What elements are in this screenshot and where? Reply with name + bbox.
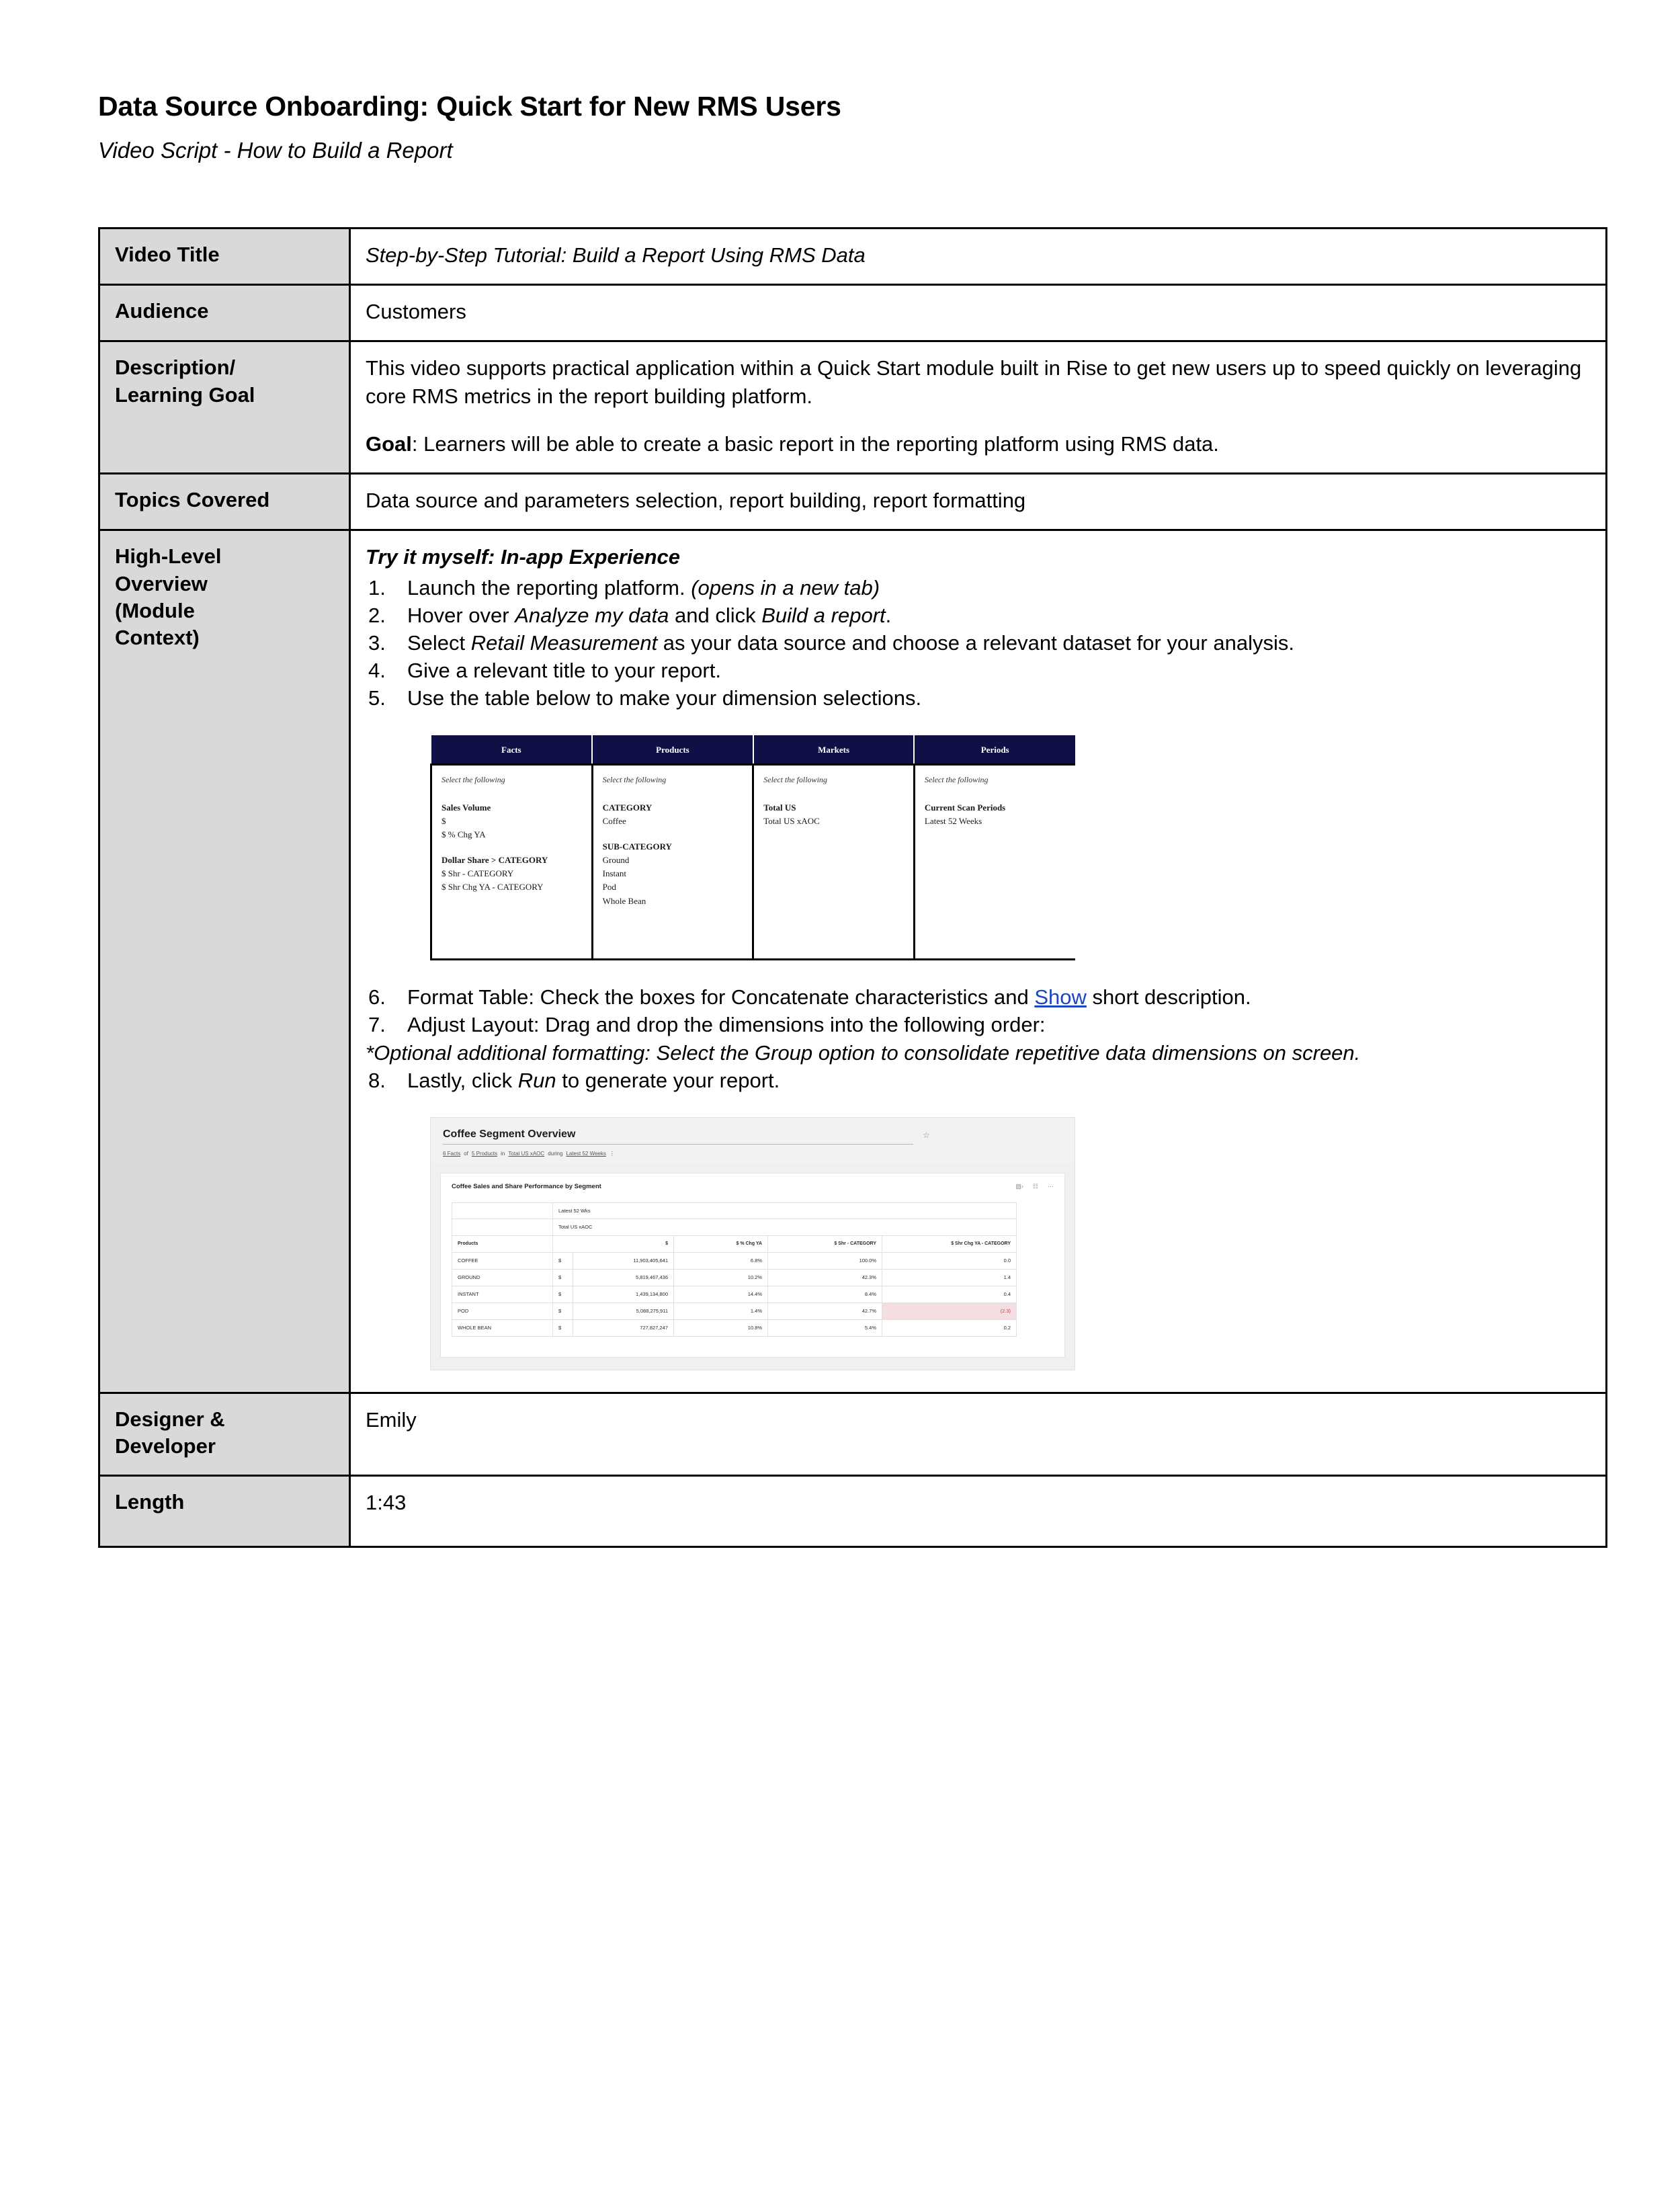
cell-share-chg: 0.2 [882, 1319, 1017, 1336]
step-text-mid: and click [669, 603, 762, 627]
cell-currency: $ [553, 1252, 573, 1269]
breadcrumb-facts[interactable]: 6 Facts [443, 1151, 461, 1157]
report-corner-cell [452, 1219, 553, 1236]
row-label-description [99, 341, 350, 474]
steps-list-part3 [366, 1067, 1591, 1094]
dimension-group [925, 801, 1066, 828]
dimension-item: Pod [602, 882, 616, 893]
dimension-group-head: Sales Volume [442, 802, 491, 813]
dimension-selection-table [430, 735, 1075, 961]
page-title: Data Source Onboarding: Quick Start for New RMS Users [98, 91, 841, 122]
report-title[interactable]: Coffee Segment Overview [443, 1127, 913, 1145]
row-value-topics: Data source and parameters selection, report building, report formatting [350, 474, 1607, 530]
dimension-item: Total US xAOC [763, 815, 820, 826]
page-subtitle: Video Script - How to Build a Report [98, 138, 453, 163]
table-row-overview [99, 530, 1607, 1393]
dimension-group [763, 801, 904, 828]
cell-product: INSTANT [452, 1286, 553, 1303]
cell-dollars: 727,827,247 [573, 1319, 674, 1336]
row-label-overview-line2: Overview [115, 571, 208, 595]
step-emphasis-2: Build a report [761, 603, 886, 627]
dimension-header-markets: Markets [753, 735, 915, 765]
row-label-topics: Topics Covered [99, 474, 350, 530]
cell-dollars: 5,819,467,436 [573, 1269, 674, 1286]
step-number: 6. [368, 985, 386, 1009]
row-value-video-title [350, 229, 1607, 285]
report-title-row [443, 1127, 1062, 1145]
breadcrumb-sep-of: of [464, 1151, 468, 1157]
row-label-designer-line2: Developer [115, 1434, 216, 1458]
table-row [452, 1269, 1017, 1286]
table-row [452, 1319, 1017, 1336]
row-value-designer: Emily [350, 1393, 1607, 1476]
breadcrumb-sep-in: in [501, 1151, 505, 1157]
cell-chg: 1.4% [674, 1303, 768, 1319]
table-row-audience [99, 285, 1607, 341]
dimension-item: Latest 52 Weeks [924, 815, 982, 826]
report-corner-cell [452, 1202, 553, 1219]
steps-list-part1 [366, 574, 1591, 712]
dimension-cell-periods [914, 765, 1075, 960]
cell-share-chg: 0.0 [882, 1252, 1017, 1269]
column-header-products: Products [452, 1236, 553, 1252]
step-text-end: . [885, 603, 892, 627]
grid-icon[interactable]: ☷ [1032, 1182, 1038, 1190]
column-header-chg: $ % Chg YA [674, 1236, 768, 1252]
breadcrumb-sep-during: during [548, 1151, 563, 1157]
column-header-share: $ Shr - CATEGORY [768, 1236, 882, 1252]
row-label-description-line2: Learning Goal [115, 382, 255, 407]
column-header-share-chg: $ Shr Chg YA - CATEGORY [882, 1236, 1017, 1252]
label-bottom-filler [115, 1516, 334, 1530]
dimension-group-head: CATEGORY [602, 802, 653, 813]
report-card-title: Coffee Sales and Share Performance by Segment [452, 1182, 601, 1190]
step-text: Adjust Layout: Drag and drop the dimensions into the following order: [407, 1013, 1046, 1037]
report-data-table [452, 1202, 1017, 1337]
cell-currency: $ [553, 1303, 573, 1319]
step-number: 1. [368, 575, 386, 600]
cell-dollars: 1,439,134,800 [573, 1286, 674, 1303]
dimension-group [442, 854, 582, 894]
report-market-header: Total US xAOC [553, 1219, 1017, 1236]
step-number: 7. [368, 1013, 386, 1037]
step-number: 8. [368, 1068, 386, 1092]
cell-share: 100.0% [768, 1252, 882, 1269]
step-emphasis: Run [517, 1068, 556, 1092]
cell-share-chg: 0.4 [882, 1286, 1017, 1303]
dimension-select-note: Select the following [924, 775, 989, 785]
cell-share: 8.4% [768, 1286, 882, 1303]
steps-heading: Try it myself: In-app Experience [366, 545, 681, 569]
dimension-item: Whole Bean [602, 895, 646, 906]
cell-currency: $ [553, 1286, 573, 1303]
cell-dollars: 5,088,275,911 [573, 1303, 674, 1319]
row-label-length-text: Length [115, 1490, 185, 1514]
cell-share: 42.3% [768, 1269, 882, 1286]
cell-product: COFFEE [452, 1252, 553, 1269]
step-text-end: to generate your report. [556, 1068, 780, 1092]
step-emphasis: Retail Measurement [470, 630, 658, 655]
cell-product: GROUND [452, 1269, 553, 1286]
table-row-length [99, 1476, 1607, 1547]
row-label-designer-line1: Designer & [115, 1407, 225, 1431]
list-item [366, 602, 1591, 629]
steps-list-part2 [366, 983, 1591, 1038]
report-card [440, 1173, 1065, 1358]
star-icon[interactable]: ☆ [923, 1130, 930, 1141]
step-number: 5. [368, 686, 386, 710]
video-script-table [98, 227, 1607, 1548]
table-row [452, 1252, 1017, 1269]
row-label-overview-line1: High-Level [115, 544, 222, 569]
step-number: 3. [368, 630, 386, 655]
step-emphasis: (opens in a new tab) [691, 575, 880, 600]
step-text: Lastly, click [407, 1068, 518, 1092]
table-row-video-title [99, 229, 1607, 285]
step-text: Format Table: Check the boxes for Concatenate characteristics and [407, 985, 1035, 1009]
column-header-dollars: $ [553, 1236, 674, 1252]
step-emphasis: Analyze my data [515, 603, 669, 627]
cell-share-chg-negative: (2.3) [882, 1303, 1017, 1319]
cell-product: POD [452, 1303, 553, 1319]
dimension-select-note: Select the following [602, 775, 667, 785]
step-text: Launch the reporting platform. [407, 575, 691, 600]
cell-share-chg: 1.4 [882, 1269, 1017, 1286]
dimension-item: Instant [602, 868, 627, 879]
step-number: 2. [368, 603, 386, 627]
dimension-group-head: Dollar Share > CATEGORY [442, 855, 548, 866]
step-text: Give a relevant title to your report. [407, 659, 721, 683]
dimension-cell-markets [753, 765, 915, 960]
step-text: Hover over [407, 603, 515, 627]
description-goal [366, 430, 1591, 458]
dimension-header-row [431, 735, 1076, 765]
value-bottom-filler [366, 1516, 1591, 1531]
report-card-toolbar [1015, 1183, 1054, 1191]
row-label-designer [99, 1393, 350, 1476]
list-item [366, 983, 1591, 1011]
list-item [366, 657, 1591, 684]
report-market-row [452, 1219, 1017, 1236]
cell-currency: $ [553, 1269, 573, 1286]
row-label-overview [99, 530, 350, 1393]
dimension-item: $ % Chg YA [442, 829, 486, 839]
length-value-text: 1:43 [366, 1491, 407, 1515]
more-icon[interactable]: ⋯ [1048, 1182, 1054, 1190]
row-label-description-line1: Description/ [115, 356, 236, 380]
row-label-length [99, 1476, 350, 1547]
breadcrumb-products[interactable]: 5 Products [471, 1151, 498, 1157]
cell-share: 5.4% [768, 1319, 882, 1336]
list-item [366, 1011, 1591, 1038]
row-label-video-title: Video Title [99, 229, 350, 285]
table-row-topics [99, 474, 1607, 530]
dimension-cell-products [592, 765, 753, 960]
dimension-group [603, 840, 743, 908]
list-item [366, 684, 1591, 712]
dimension-group [442, 801, 582, 841]
step-text-end: as your data source and choose a relevant dataset for your analysis. [657, 630, 1294, 655]
dimension-item: $ [442, 815, 446, 826]
row-value-description [350, 341, 1607, 474]
optional-formatting-note: *Optional additional formatting: Select the Group option to consolidate repetitive data dimensions on screen. [366, 1040, 1361, 1065]
dimension-group-head: SUB-CATEGORY [602, 841, 672, 852]
breadcrumb [443, 1151, 1062, 1158]
row-label-overview-line4: Context) [115, 626, 200, 650]
report-period-row [452, 1202, 1017, 1219]
step-text: Use the table below to make your dimension selections. [407, 686, 922, 710]
cell-chg: 10.8% [674, 1319, 768, 1336]
dimension-selection-table-wrapper [430, 735, 1591, 961]
goal-text: : Learners will be able to create a basic report in the reporting platform using RMS data. [411, 431, 1219, 456]
table-row [452, 1286, 1017, 1303]
report-header-bar [431, 1118, 1075, 1165]
cell-dollars: 11,903,405,641 [573, 1252, 674, 1269]
cell-chg: 10.2% [674, 1269, 768, 1286]
dimension-header-periods: Periods [914, 735, 1075, 765]
list-item [366, 1067, 1591, 1094]
chevron-down-icon[interactable]: ⋮ [609, 1151, 615, 1157]
cell-chg: 14.4% [674, 1286, 768, 1303]
dimension-select-note: Select the following [442, 775, 505, 785]
dimension-header-facts: Facts [431, 735, 593, 765]
breadcrumb-period[interactable]: Latest 52 Weeks [566, 1151, 606, 1157]
breadcrumb-market[interactable]: Total US xAOC [508, 1151, 545, 1157]
table-row-description [99, 341, 1607, 474]
cell-product: WHOLE BEAN [452, 1319, 553, 1336]
goal-label: Goal [366, 431, 412, 456]
report-column-header-row [452, 1236, 1017, 1252]
list-item [366, 629, 1591, 657]
video-title-text: Step-by-Step Tutorial: Build a Report Using RMS Data [366, 243, 866, 267]
description-paragraph: This video supports practical application within a Quick Start module built in Rise to get new users up to speed quickly on leveraging core RMS metrics in the report building platform. [366, 356, 1582, 408]
report-screenshot [430, 1117, 1075, 1370]
row-label-audience: Audience [99, 285, 350, 341]
dimension-group-head: Total US [763, 802, 796, 813]
dimension-item: Coffee [602, 815, 626, 826]
cell-share: 42.7% [768, 1303, 882, 1319]
row-label-overview-line3: (Module [115, 598, 195, 622]
cell-currency: $ [553, 1319, 573, 1336]
dimension-header-products: Products [592, 735, 753, 765]
dimension-item: $ Shr - CATEGORY [442, 868, 514, 879]
row-value-overview [350, 530, 1607, 1393]
dimension-cell-facts [431, 765, 593, 960]
dimension-item: $ Shr Chg YA - CATEGORY [442, 882, 544, 893]
row-value-length [350, 1476, 1607, 1547]
step-number: 4. [368, 659, 386, 683]
step-text: Select [407, 630, 471, 655]
report-period-header: Latest 52 Wks [553, 1202, 1017, 1219]
step-text-end: short description. [1086, 985, 1251, 1009]
dimension-item: Ground [602, 855, 630, 866]
chart-type-icon[interactable]: ▧› [1015, 1182, 1023, 1190]
dimension-group [603, 801, 743, 828]
cell-chg: 6.8% [674, 1252, 768, 1269]
dimension-body-row [431, 765, 1076, 960]
dimension-group-head: Current Scan Periods [924, 802, 1006, 813]
dimension-select-note: Select the following [763, 775, 827, 785]
list-item [366, 574, 1591, 602]
table-row [452, 1303, 1017, 1319]
show-link[interactable]: Show [1034, 985, 1087, 1009]
table-row-designer [99, 1393, 1607, 1476]
row-value-audience: Customers [350, 285, 1607, 341]
